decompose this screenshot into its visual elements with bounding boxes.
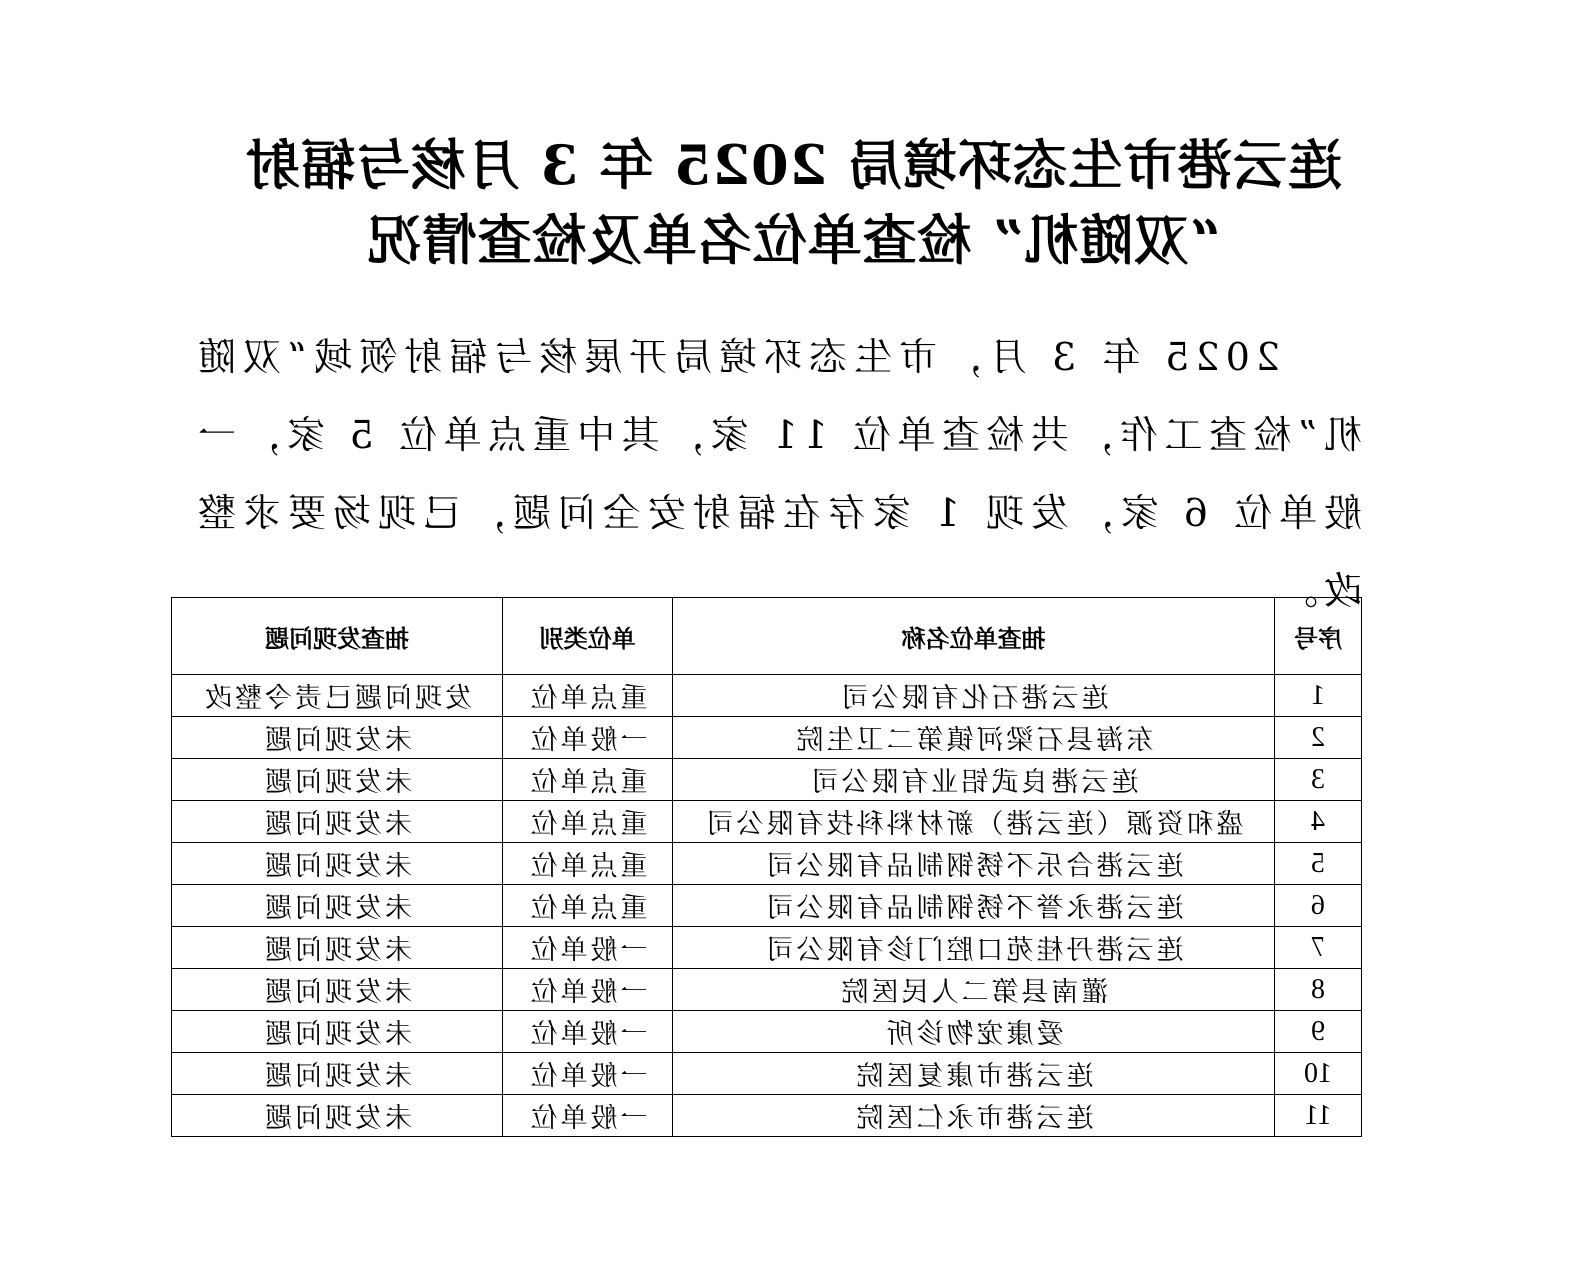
table-row [172, 1095, 1362, 1137]
header-issue: 抽查发现问题 [172, 598, 503, 675]
cell-unit-type: 一般单位 [503, 1095, 673, 1137]
document-title-line-2: “双随机” 检查单位名单及检查情况 [366, 208, 1221, 272]
cell-issue: 未发现问题 [172, 759, 503, 801]
table-row [172, 843, 1362, 885]
cell-unit-name: 连云港永誉不锈钢制品有限公司 [673, 885, 1275, 927]
cell-unit-type: 重点单位 [503, 801, 673, 843]
cell-index: 9 [1275, 1011, 1362, 1053]
table-row [172, 927, 1362, 969]
cell-unit-name: 爱康宠物诊所 [673, 1011, 1275, 1053]
table-row [172, 969, 1362, 1011]
cell-issue: 未发现问题 [172, 1011, 503, 1053]
cell-unit-name: 连云港合乐不锈钢制品有限公司 [673, 843, 1275, 885]
cell-issue: 未发现问题 [172, 843, 503, 885]
table-row [172, 801, 1362, 843]
cell-index: 8 [1275, 969, 1362, 1011]
cell-index: 1 [1275, 675, 1362, 717]
cell-unit-type: 重点单位 [503, 675, 673, 717]
table-row [172, 1011, 1362, 1053]
cell-issue: 发现问题已责令整改 [172, 675, 503, 717]
table-row [172, 759, 1362, 801]
cell-issue: 未发现问题 [172, 885, 503, 927]
table-row [172, 885, 1362, 927]
cell-index: 4 [1275, 801, 1362, 843]
cell-unit-name: 盛和资源（连云港）新材料科技有限公司 [673, 801, 1275, 843]
cell-index: 10 [1275, 1053, 1362, 1095]
table-row [172, 1053, 1362, 1095]
intro-paragraph: 2025 年 3 月，市生态环境局开展核与辐射领域“双随机”检查工作，共检查单位 11 家，其中重点单位 5 家，一般单位 6 家，发现 1 家存在辐射安全问题，已现场要求整改。 [192, 335, 1362, 613]
table-body [172, 675, 1362, 1137]
cell-unit-type: 一般单位 [503, 969, 673, 1011]
cell-unit-name: 连云港石化有限公司 [673, 675, 1275, 717]
cell-unit-name: 连云港市永仁医院 [673, 1095, 1275, 1137]
cell-unit-name: 连云港丹桂苑口腔门诊有限公司 [673, 927, 1275, 969]
document-title-line-1: 连云港市生态环境局 2025 年 3 月核与辐射 [244, 133, 1343, 197]
cell-issue: 未发现问题 [172, 927, 503, 969]
cell-index: 2 [1275, 717, 1362, 759]
inspection-table [171, 597, 1362, 1137]
cell-unit-type: 一般单位 [503, 717, 673, 759]
cell-unit-type: 一般单位 [503, 927, 673, 969]
cell-index: 6 [1275, 885, 1362, 927]
cell-unit-name: 连云港市康复医院 [673, 1053, 1275, 1095]
cell-issue: 未发现问题 [172, 801, 503, 843]
cell-issue: 未发现问题 [172, 1095, 503, 1137]
table-row [172, 675, 1362, 717]
table-row [172, 717, 1362, 759]
cell-issue: 未发现问题 [172, 717, 503, 759]
cell-issue: 未发现问题 [172, 969, 503, 1011]
table-header-row [172, 598, 1362, 675]
cell-unit-type: 一般单位 [503, 1011, 673, 1053]
cell-index: 11 [1275, 1095, 1362, 1137]
header-unit-name: 抽查单位名称 [673, 598, 1275, 675]
cell-unit-type: 重点单位 [503, 885, 673, 927]
cell-unit-type: 重点单位 [503, 759, 673, 801]
header-unit-type: 单位类别 [503, 598, 673, 675]
cell-unit-type: 重点单位 [503, 843, 673, 885]
cell-unit-name: 灌南县第二人民医院 [673, 969, 1275, 1011]
header-index: 序号 [1275, 598, 1362, 675]
cell-index: 3 [1275, 759, 1362, 801]
cell-index: 7 [1275, 927, 1362, 969]
cell-unit-name: 东海县石梁河镇第二卫生院 [673, 717, 1275, 759]
cell-unit-name: 连云港良武铝业有限公司 [673, 759, 1275, 801]
cell-index: 5 [1275, 843, 1362, 885]
cell-issue: 未发现问题 [172, 1053, 503, 1095]
cell-unit-type: 一般单位 [503, 1053, 673, 1095]
